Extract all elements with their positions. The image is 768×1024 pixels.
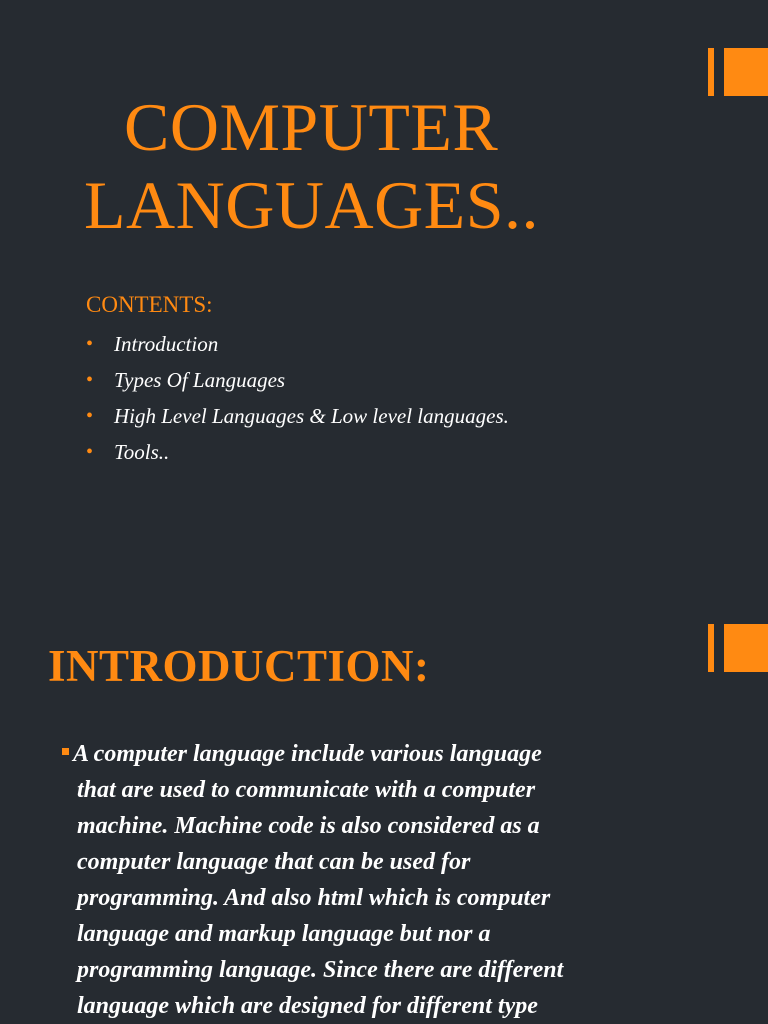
title-line-2: LANGUAGES.. xyxy=(84,167,540,243)
square-bullet-icon xyxy=(62,748,69,755)
body-line: language which are designed for different type xyxy=(77,993,538,1019)
bullet-dot-icon: • xyxy=(86,369,94,391)
contents-item xyxy=(86,362,509,398)
accent-bar-block xyxy=(724,624,768,672)
contents-item-text: High Level Languages & Low level languages. xyxy=(114,404,509,428)
bullet-dot-icon: • xyxy=(86,441,94,463)
accent-bar-thin xyxy=(708,48,714,96)
slide-title xyxy=(84,88,684,244)
introduction-heading: INTRODUCTION: xyxy=(48,641,430,691)
accent-bar-thin xyxy=(708,624,714,672)
body-line: that are used to communicate with a computer xyxy=(77,777,536,803)
contents-item-text: Tools.. xyxy=(114,440,170,464)
slide-introduction xyxy=(0,600,768,1024)
body-line: programming. And also html which is computer xyxy=(77,885,551,911)
contents-item xyxy=(86,434,509,470)
body-line: computer language that can be used for xyxy=(77,849,471,875)
body-line: machine. Machine code is also considered as a xyxy=(77,813,540,839)
introduction-body xyxy=(62,736,712,1024)
contents-item-text: Introduction xyxy=(114,332,219,356)
contents-item xyxy=(86,398,509,434)
contents-list xyxy=(86,326,509,470)
body-line: language and markup language but nor a xyxy=(77,921,491,947)
title-line-1: COMPUTER xyxy=(124,89,499,165)
accent-bar-block xyxy=(724,48,768,96)
contents-heading: CONTENTS: xyxy=(86,292,213,317)
body-line: programming language. Since there are different xyxy=(77,957,564,983)
bullet-dot-icon: • xyxy=(86,405,94,427)
contents-item xyxy=(86,326,509,362)
contents-item-text: Types Of Languages xyxy=(114,368,286,392)
body-line-text: A computer language include various language xyxy=(73,741,542,767)
body-line xyxy=(62,736,712,772)
bullet-dot-icon: • xyxy=(86,333,94,355)
